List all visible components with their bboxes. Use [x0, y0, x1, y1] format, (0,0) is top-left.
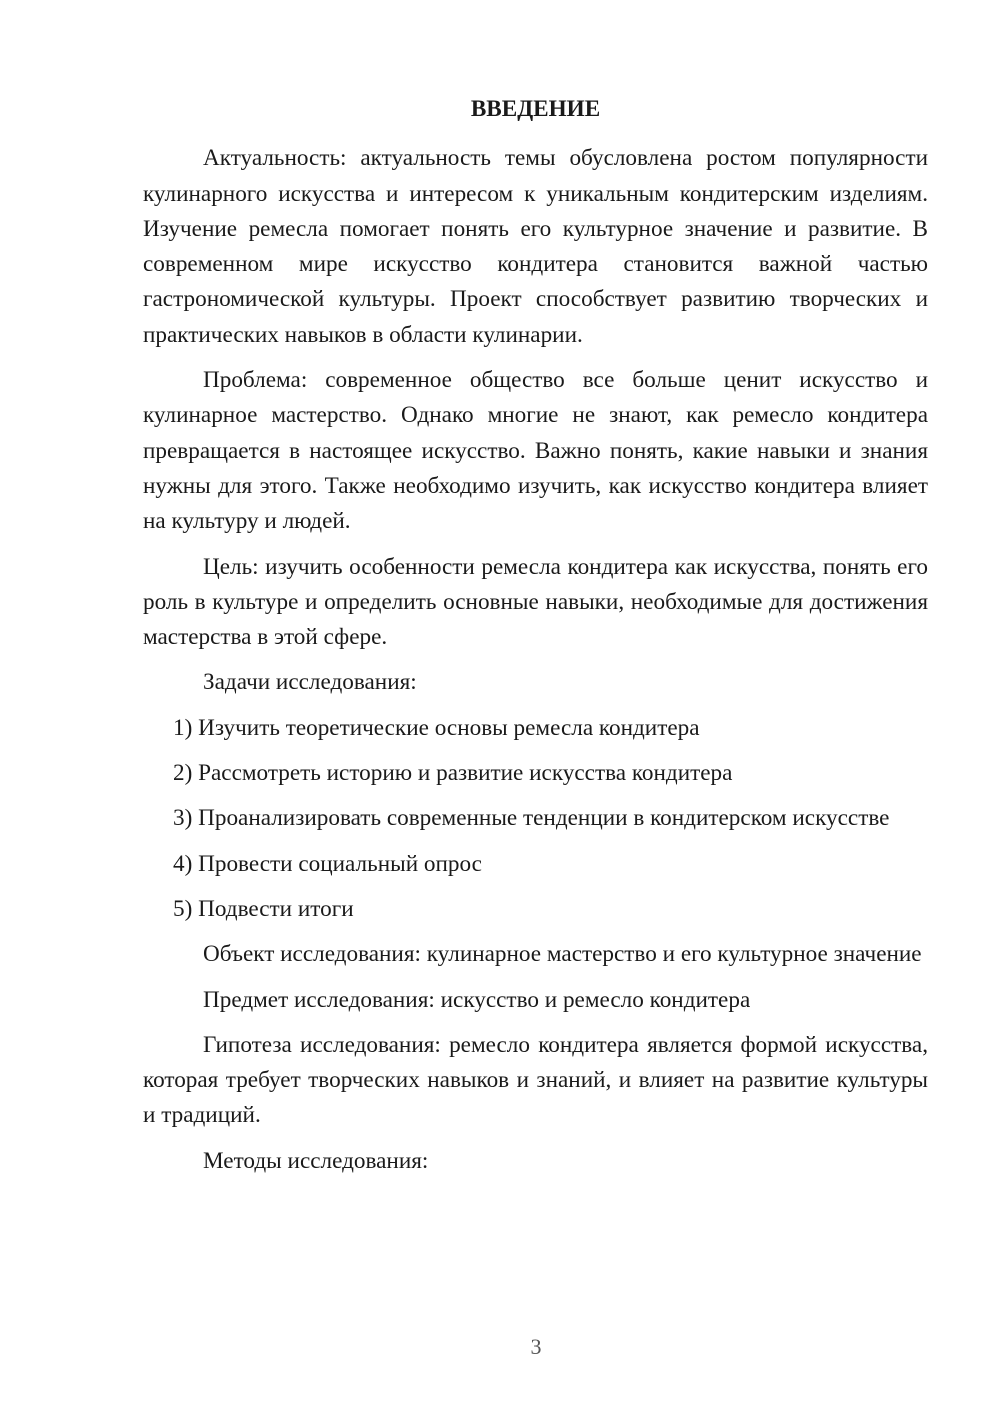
task-item-1: 1) Изучить теоретические основы ремесла кондитера — [173, 714, 700, 741]
task-item-4: 4) Провести социальный опрос — [173, 850, 482, 877]
document-page — [143, 92, 928, 1189]
paragraph-hypothesis: Гипотеза исследования: ремесло кондитера является формой искусства, которая требует творческих навыков и знаний, и влияет на развитие культуры и традиций. — [143, 1031, 928, 1129]
paragraph-subject: Предмет исследования: искусство и ремесло кондитера — [203, 986, 751, 1013]
methods-heading: Методы исследования: — [203, 1147, 429, 1174]
page-number: 3 — [530, 1334, 542, 1359]
task-item-5: 5) Подвести итоги — [173, 895, 354, 922]
page-title: ВВЕДЕНИЕ — [470, 96, 601, 122]
paragraph-problem: Проблема: современное общество все больше ценит искусство и кулинарное мастерство. Однако многие не знают, как ремесло кондитера превращается в настоящее искусство. Важно понять, какие навыки и знания нужны для этого. Также необходимо изучить, как искусство кондитера влияет на культуру и людей. — [143, 367, 928, 535]
paragraph-object: Объект исследования: кулинарное мастерство и его культурное значение — [203, 941, 922, 968]
paragraph-relevance: Актуальность: актуальность темы обусловлена ростом популярности кулинарного искусства и интересом к уникальным кондитерским изделиям. Изучение ремесла помогает понять его культурное значение и развитие. В современном мире искусство кондитера становится важной частью гастрономической культуры. Проект способствует развитию творческих и практических навыков в области кулинарии. — [143, 145, 928, 348]
task-item-2: 2) Рассмотреть историю и развитие искусства кондитера — [173, 760, 733, 787]
task-item-3: 3) Проанализировать современные тенденции в кондитерском искусстве — [173, 805, 890, 832]
paragraph-goal: Цель: изучить особенности ремесла кондитера как искусства, понять его роль в культуре и определить основные навыки, необходимые для достижения мастерства в этой сфере. — [143, 553, 928, 651]
tasks-heading: Задачи исследования: — [203, 669, 417, 696]
